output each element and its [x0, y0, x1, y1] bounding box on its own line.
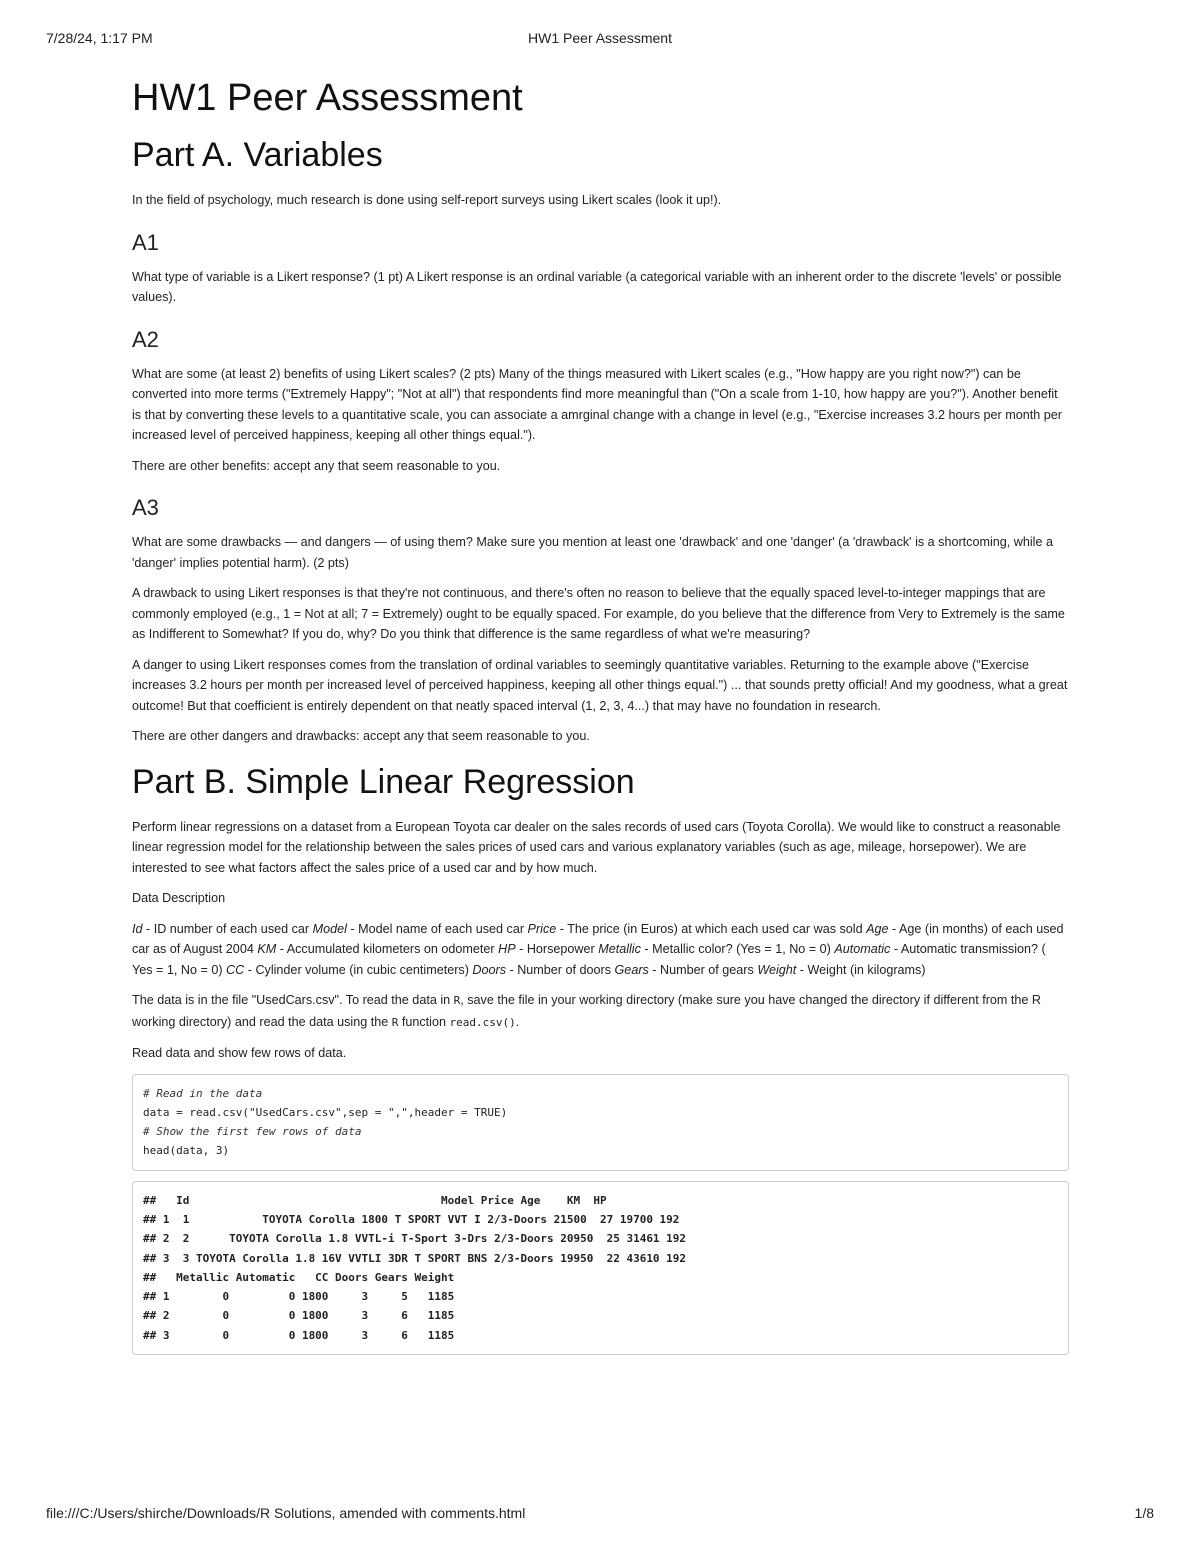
variable-name: KM: [257, 942, 277, 956]
variable-description: - Horsepower: [515, 942, 599, 956]
read-csv-code-inline: read.csv(): [449, 1015, 516, 1029]
document-title: HW1 Peer Assessment: [132, 77, 523, 119]
variable-description: - Model name of each used car: [346, 921, 528, 936]
variable-name: HP: [498, 942, 516, 956]
variable-name: Weight: [757, 962, 797, 977]
output-line: ## Id Model Price Age KM HP: [143, 1193, 607, 1207]
a3-question: What are some drawbacks — and dangers — of using them? Make sure you mention at least one 'drawback' and one 'danger' (a 'drawback' is a shortcoming, while a 'danger' implies potential harm). (2 pts): [132, 535, 1053, 570]
variable-description: - Metallic color? (Yes = 1, No = 0): [640, 942, 835, 956]
output-line: ## 3 0 0 1800 3 6 1185: [143, 1328, 455, 1342]
variable-description: - Automatic transmission? ( Yes = 1, No = 0): [132, 942, 1046, 977]
output-line: ## Metallic Automatic CC Doors Gears Weight: [143, 1270, 455, 1284]
output-line: ## 2 2 TOYOTA Corolla 1.8 VVTL-i T-Sport 3-Drs 2/3-Doors 20950 25 31461 192: [143, 1232, 687, 1246]
a3-heading: A3: [132, 495, 159, 520]
file-instructions: [132, 990, 1069, 1033]
file-text-1: The data is in the file "UsedCars.csv". To read the data in: [132, 993, 454, 1007]
output-line: ## 2 0 0 1800 3 6 1185: [143, 1309, 455, 1323]
a3-drawback: A drawback to using Likert responses is that they're not continuous, and there's often no reason to believe that the equally spaced level-to-integer mappings that are commonly employed (e.g., 1 = Not at all; 7 = Extremely) ought to be equally spaced. For example, do you believe that the difference from Very to Extremely is the same as Indifferent to Somewhat? If you do, why? Do you think that difference is the same regardless of what we're measuring?: [132, 586, 1065, 641]
variable-description: - Number of gears: [648, 962, 758, 977]
variable-name: Gears: [614, 962, 649, 977]
code-line: data = read.csv("UsedCars.csv",sep = ",",header = TRUE): [143, 1105, 508, 1119]
code-line: head(data, 3): [143, 1144, 230, 1158]
r-code-block[interactable]: [132, 1074, 1069, 1171]
print-header: [46, 30, 1154, 50]
output-line: ## 1 0 0 1800 3 5 1185: [143, 1290, 455, 1304]
variable-name: Doors: [472, 962, 507, 977]
file-text-2: , save the file in your working directory (make sure you have changed the directory if different from the R working directory) and read the data using the: [132, 993, 1042, 1029]
r-code-inline: R: [391, 1015, 399, 1029]
code-comment-line: # Show the first few rows of data: [143, 1125, 362, 1139]
variable-description: - The price (in Euros) at which each used car was sold: [556, 921, 867, 936]
variable-name: CC: [226, 962, 245, 977]
variable-name: Model: [312, 921, 347, 936]
file-text-4: .: [515, 1014, 520, 1029]
variable-description: - ID number of each used car: [142, 921, 313, 936]
part-b-heading: Part B. Simple Linear Regression: [132, 762, 635, 801]
r-code-inline: R: [453, 994, 461, 1007]
print-footer: [46, 1505, 1154, 1525]
part-a-heading: Part A. Variables: [132, 136, 383, 174]
print-page-number: 1/8: [1134, 1505, 1154, 1521]
variable-name: Id: [132, 921, 143, 936]
output-line: ## 3 3 TOYOTA Corolla 1.8 16V VVTLI 3DR T SPORT BNS 2/3-Doors 19950 22 43610 192: [143, 1251, 687, 1265]
variable-description: - Cylinder volume (in cubic centimeters): [244, 962, 473, 977]
a3-danger: A danger to using Likert responses comes from the translation of ordinal variables to seemingly quantitative variables. Returning to the example above ("Exercise increases 3.2 hours per month per increased level of perceived happiness, keeping all other things equal.") ... that sounds pretty official! And my goodness, what a great outcome! But that coefficient is entirely dependent on that neatly spaced interval (1, 2, 3, 4...) that may have no foundation in research.: [132, 657, 1068, 713]
document-body: [132, 70, 1069, 1365]
variable-description: - Number of doors: [506, 962, 615, 977]
variable-name: Price: [527, 921, 557, 936]
file-text-3: function: [398, 1014, 450, 1029]
variable-name: Metallic: [598, 942, 641, 956]
a2-text: What are some (at least 2) benefits of using Likert scales? (2 pts) Many of the things measured with Likert scales (e.g., "How happy are you right now?") can be converted into more terms ("Extremely Happy"; "Not at all") that respondents find more meaningful than ("On a scale from 1-10, how happy are you?"). Another benefit is that by converting these levels to a quantitative scale, you can associate a amrginal change with a change in level (e.g., "Exercise increases 3.2 hours per month per increased level of perceived happiness, keeping all other things equal.").: [132, 366, 1062, 442]
variable-description: - Weight (in kilograms): [796, 962, 926, 977]
r-output-block[interactable]: [132, 1181, 1069, 1355]
part-a-intro: In the field of psychology, much research is done using self-report surveys using Likert scales (look it up!).: [132, 193, 722, 207]
variable-description: - Accumulated kilometers on odometer: [276, 942, 499, 956]
part-b-intro: Perform linear regressions on a dataset from a European Toyota car dealer on the sales records of used cars (Toyota Corolla). We would like to construct a reasonable linear regression model for the relationship between the sales prices of used cars and various explanatory variables (such as age, mileage, horsepower). We are interested to see what factors affect the sales price of a used car and by how much.: [132, 819, 1061, 875]
print-datetime: 7/28/24, 1:17 PM: [46, 30, 153, 46]
variable-name: Age: [866, 921, 889, 936]
variable-description: - Age (in months) of each used car as of August 2004: [132, 921, 1064, 956]
output-line: ## 1 1 TOYOTA Corolla 1800 T SPORT VVT I 2/3-Doors 21500 27 19700 192: [143, 1212, 680, 1226]
a2-note: There are other benefits: accept any that seem reasonable to you.: [132, 458, 501, 473]
a3-note: There are other dangers and drawbacks: accept any that seem reasonable to you.: [132, 729, 590, 743]
a2-heading: A2: [132, 326, 159, 352]
read-data-text: Read data and show few rows of data.: [132, 1046, 347, 1060]
print-file-url: file:///C:/Users/shirche/Downloads/R Solutions, amended with comments.html: [46, 1505, 526, 1521]
a1-text: What type of variable is a Likert response? (1 pt) A Likert response is an ordinal variable (a categorical variable with an inherent order to the discrete 'levels' or possible values).: [132, 269, 1062, 304]
data-description-label: Data Description: [132, 891, 226, 905]
variable-name: Automatic: [834, 942, 891, 956]
code-comment-line: # Read in the data: [143, 1086, 263, 1100]
a1-heading: A1: [132, 229, 159, 255]
data-description: [132, 919, 1069, 981]
print-page-title: HW1 Peer Assessment: [528, 30, 672, 46]
